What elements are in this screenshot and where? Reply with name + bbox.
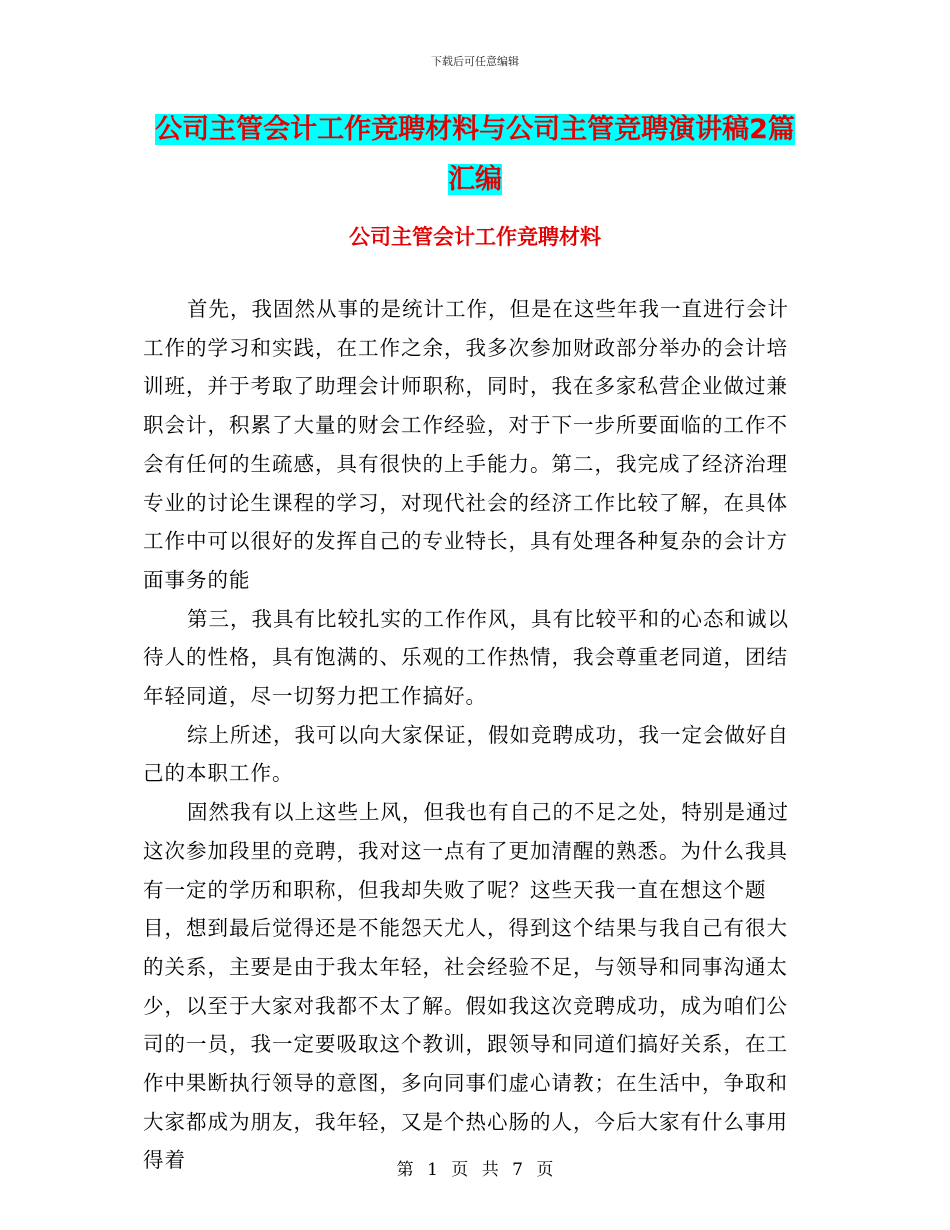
body-paragraph: 首先，我固然从事的是统计工作，但是在这些年我一直进行会计工作的学习和实践，在工作之余，我多次参加财政部分举办的会计培训班，并于考取了助理会计师职称，同时，我在多家私营企业做过兼职会计，积累了大量的财会工作经验，对于下一步所要面临的工作不会有任何的生疏感，具有很快的上手能力。第二，我完成了经济治理专业的讨论生课程的学习，对现代社会的经济工作比较了解，在具体工作中可以很好的发挥自己的专业特长，具有处理各种复杂的会计方面事务的能 xyxy=(143,297,789,592)
document-body xyxy=(143,290,805,1180)
page-header-note: 下载后可任意编辑 xyxy=(431,55,519,68)
body-paragraph: 综上所述，我可以向大家保证，假如竞聘成功，我一定会做好自己的本职工作。 xyxy=(143,722,789,786)
document-title-text: 公司主管会计工作竞聘材料与公司主管竞聘演讲稿2篇汇编 xyxy=(155,114,795,195)
body-paragraph: 第三，我具有比较扎实的工作作风，具有比较平和的心态和诚以待人的性格，具有饱满的、乐观的工作热情，我会尊重老同道，团结年轻同道，尽一切努力把工作搞好。 xyxy=(143,606,789,709)
section-title: 公司主管会计工作竞聘材料 xyxy=(349,225,601,249)
page-footer: 第 1 页 共 7 页 xyxy=(396,1160,554,1180)
document-title xyxy=(145,105,805,205)
body-paragraph: 固然我有以上这些上风，但我也有自己的不足之处，特别是通过这次参加段里的竞聘，我对这一点有了更加清醒的熟悉。为什么我具有一定的学历和职称，但我却失败了呢？这些天我一直在想这个题目，想到最后觉得还是不能怨天尤人，得到这个结果与我自己有很大的关系，主要是由于我太年轻，社会经验不足，与领导和同事沟通太少，以至于大家对我都不太了解。假如我这次竞聘成功，成为咱们公司的一员，我一定要吸取这个教训，跟领导和同道们搞好关系，在工作中果断执行领导的意图，多向同事们虚心请教；在生活中，争取和大家都成为朋友，我年轻，又是个热心肠的人，今后大家有什么事用得着 xyxy=(143,800,789,1173)
